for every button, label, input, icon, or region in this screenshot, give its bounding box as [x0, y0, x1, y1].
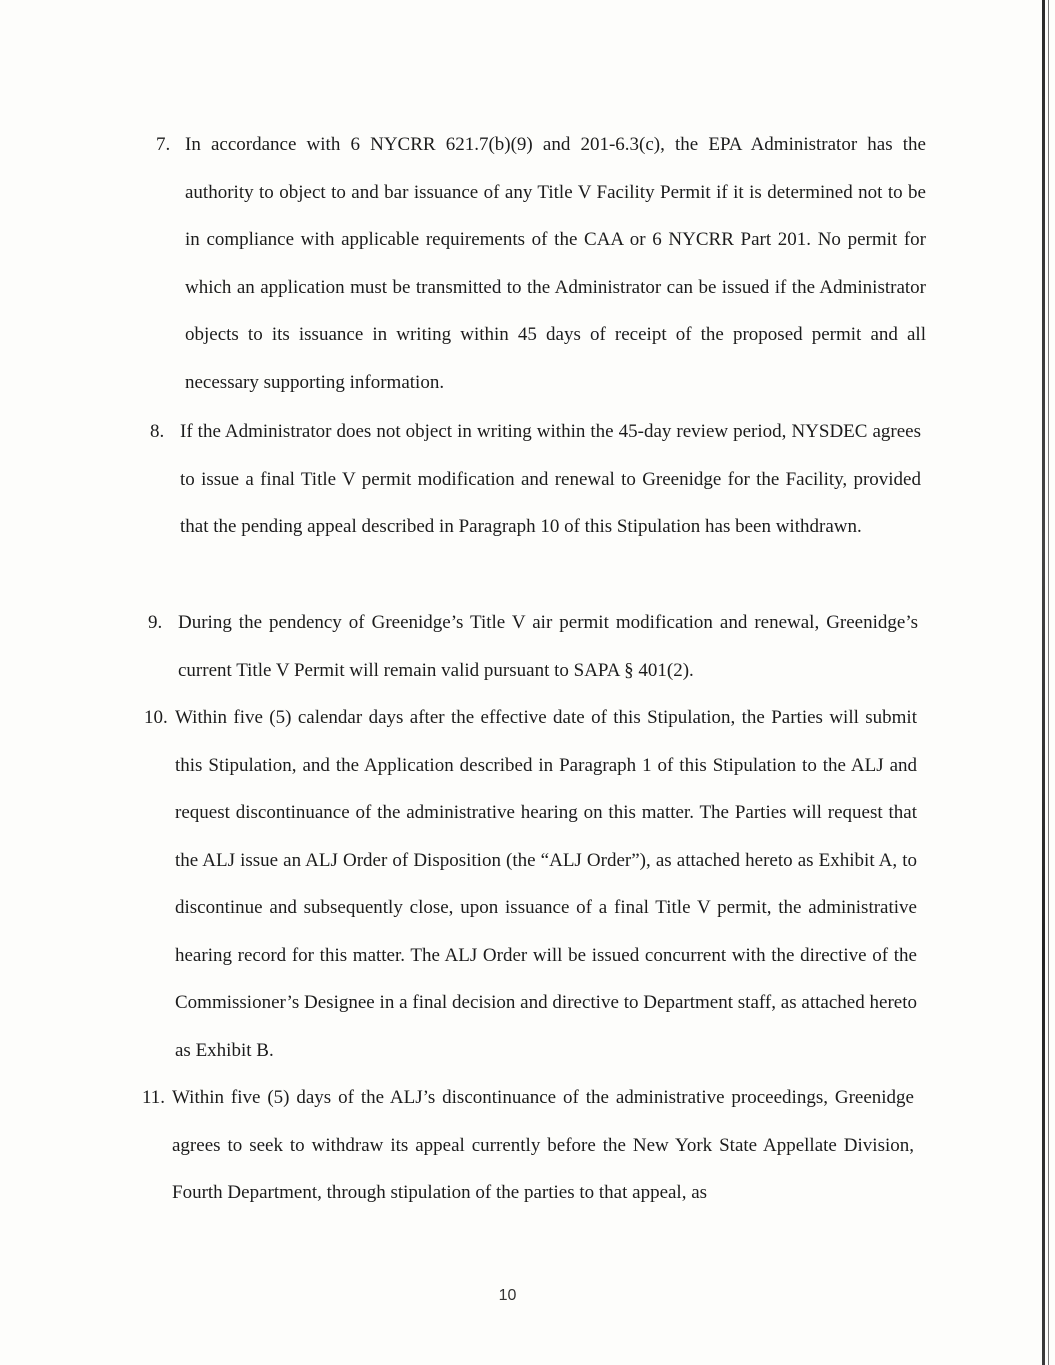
paragraph-10	[144, 694, 917, 1074]
paragraph-number: 11.	[142, 1087, 166, 1108]
page-number: 10	[498, 1287, 517, 1304]
paragraph-number: 8.	[150, 421, 165, 442]
paragraph-11	[142, 1074, 914, 1217]
paragraph-8	[150, 408, 921, 551]
paragraph-number: 7.	[156, 134, 171, 155]
scan-edge-line	[1042, 0, 1045, 1365]
paragraph-text: Within five (5) days of the ALJ’s discontinuance of the administrative proceedings, Greenidge agrees to seek to withdraw its appeal currently before the New York State Appellate Division, Fourth Department, through stipulation of the parties to that appeal, as	[172, 1087, 914, 1203]
paragraph-text: If the Administrator does not object in writing within the 45-day review period, NYSDEC agrees to issue a final Title V permit modification and renewal to Greenidge for the Facility, provided that the pending appeal described in Paragraph 10 of this Stipulation has been withdrawn.	[180, 421, 921, 537]
paragraph-9	[148, 599, 918, 694]
paragraph-text: In accordance with 6 NYCRR 621.7(b)(9) and 201-6.3(c), the EPA Administrator has the authority to object to and bar issuance of any Title V Facility Permit if it is determined not to be in compliance with applicable requirements of the CAA or 6 NYCRR Part 201. No permit for which an application must be transmitted to the Administrator can be issued if the Administrator objects to its issuance in writing within 45 days of receipt of the proposed permit and all necessary supporting information.	[185, 134, 926, 393]
scan-edge-shadow	[1048, 0, 1049, 1365]
paragraph-number: 9.	[148, 612, 163, 633]
paragraph-text: During the pendency of Greenidge’s Title V air permit modification and renewal, Greenidge’s current Title V Permit will remain valid pursuant to SAPA § 401(2).	[178, 612, 918, 681]
paragraph-number: 10.	[144, 707, 168, 728]
paragraph-7	[156, 121, 926, 406]
paragraph-text: Within five (5) calendar days after the effective date of this Stipulation, the Parties will submit this Stipulation, and the Application described in Paragraph 1 of this Stipulation to the ALJ and request discontinuance of the administrative hearing on this matter. The Parties will request that the ALJ issue an ALJ Order of Disposition (the “ALJ Order”), as attached hereto as Exhibit A, to discontinue and subsequently close, upon issuance of a final Title V permit, the administrative hearing record for this matter. The ALJ Order will be issued concurrent with the directive of the Commissioner’s Designee in a final decision and directive to Department staff, as attached hereto as Exhibit B.	[175, 707, 917, 1061]
